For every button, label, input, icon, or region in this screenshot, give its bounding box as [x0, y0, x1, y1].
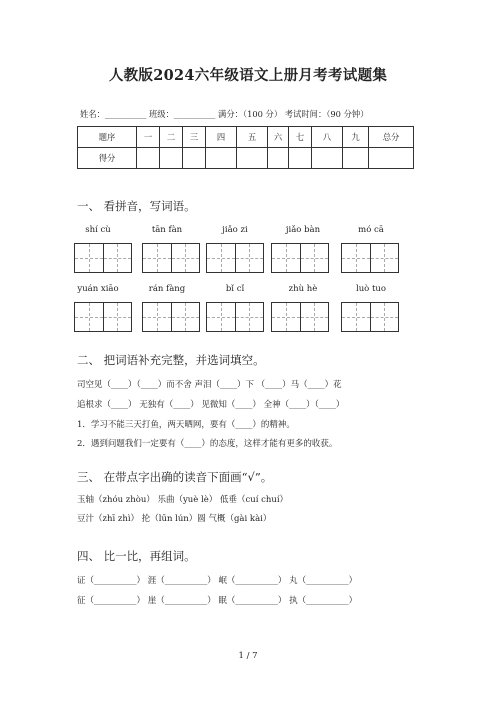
pinyin-label: luò tuo — [355, 284, 387, 294]
section-heading-4: 四、 比一比，再组词。 — [77, 549, 196, 563]
score-cell[interactable] — [137, 148, 160, 169]
table-cell: 三 — [183, 127, 206, 148]
fill-blank-line: 2．遇到问题我们一定要有（____）的态度，这样才能有更多的收获。 — [77, 439, 338, 449]
section-heading-3: 三、 在带点字出确的读音下面画“√”。 — [77, 470, 273, 484]
score-cell[interactable] — [289, 148, 312, 169]
pinyin-label: rán fàng — [148, 284, 186, 294]
score-cell[interactable] — [312, 148, 343, 169]
pinyin-label: tān fàn — [151, 225, 183, 235]
section-heading-2: 二、 把词语补充完整，并选词填空。 — [77, 353, 265, 367]
score-cell[interactable] — [183, 148, 206, 169]
writing-grid[interactable] — [206, 243, 264, 273]
pronunciation-line: 豆汁（zhī zhì） 抡（lūn lún）圆 气概（gài kài） — [77, 514, 272, 524]
table-cell: 四 — [206, 127, 237, 148]
pinyin-label: jiǎo bàn — [285, 225, 321, 235]
table-cell: 一 — [137, 127, 160, 148]
fill-blank-line: 追根求（____） 无独有（____） 见微知（____） 全神（____）（____） — [77, 400, 345, 410]
page-title: 人教版2024六年级语文上册月考考试题集 — [108, 67, 388, 84]
section-heading-1: 一、 看拼音，写词语。 — [77, 199, 196, 213]
writing-grid[interactable] — [142, 243, 200, 273]
table-cell: 二 — [160, 127, 183, 148]
fill-blank-line: 司空见（____）（____）而不舍 声泪（____）下 （____）马（____）花 — [77, 380, 342, 390]
table-cell: 五 — [237, 127, 268, 148]
pinyin-label: bǐ cǐ — [225, 284, 245, 294]
writing-grid[interactable] — [74, 243, 132, 273]
score-cell[interactable] — [206, 148, 237, 169]
writing-grid[interactable] — [206, 302, 264, 332]
score-cell[interactable] — [237, 148, 268, 169]
pronunciation-line: 玉轴（zhóu zhòu） 乐曲（yuè lè） 低垂（cuí chuí） — [77, 495, 289, 505]
writing-grid[interactable] — [341, 302, 399, 332]
pinyin-label: mó cā — [358, 225, 384, 235]
score-cell[interactable] — [268, 148, 289, 169]
table-cell: 得分 — [78, 148, 137, 169]
score-table-header-row — [78, 127, 414, 148]
pinyin-label: shí cù — [85, 225, 111, 235]
score-cell[interactable] — [160, 148, 183, 169]
page-number: 1 / 7 — [238, 651, 258, 661]
table-cell: 六 — [268, 127, 289, 148]
fill-blank-line: 1．学习不能三天打鱼，两天晒网，要有（____）的精神。 — [77, 420, 295, 430]
score-cell[interactable] — [369, 148, 414, 169]
word-group-line: 征（__________） 崖（__________） 眠（__________） 执（__________） — [77, 596, 358, 606]
table-cell: 七 — [289, 127, 312, 148]
word-group-line: 证（__________） 涯（__________） 岷（__________） 丸（__________） — [77, 576, 358, 586]
table-cell: 题序 — [78, 127, 137, 148]
score-table — [77, 126, 414, 169]
writing-grid[interactable] — [142, 302, 200, 332]
score-cell[interactable] — [343, 148, 369, 169]
pinyin-label: yuán xiāo — [77, 284, 119, 294]
table-cell: 九 — [343, 127, 369, 148]
table-cell: 八 — [312, 127, 343, 148]
score-table-row — [78, 148, 414, 169]
table-cell: 总分 — [369, 127, 414, 148]
pinyin-label: zhù hè — [288, 284, 318, 294]
writing-grid[interactable] — [341, 243, 399, 273]
writing-grid[interactable] — [271, 302, 329, 332]
writing-grid[interactable] — [74, 302, 132, 332]
student-info-line: 姓名：__________ 班级：__________ 满分：（100 分） 考试时间：（90 分钟） — [80, 109, 369, 119]
pinyin-label: jiǎo zi — [222, 225, 248, 235]
writing-grid[interactable] — [271, 243, 329, 273]
